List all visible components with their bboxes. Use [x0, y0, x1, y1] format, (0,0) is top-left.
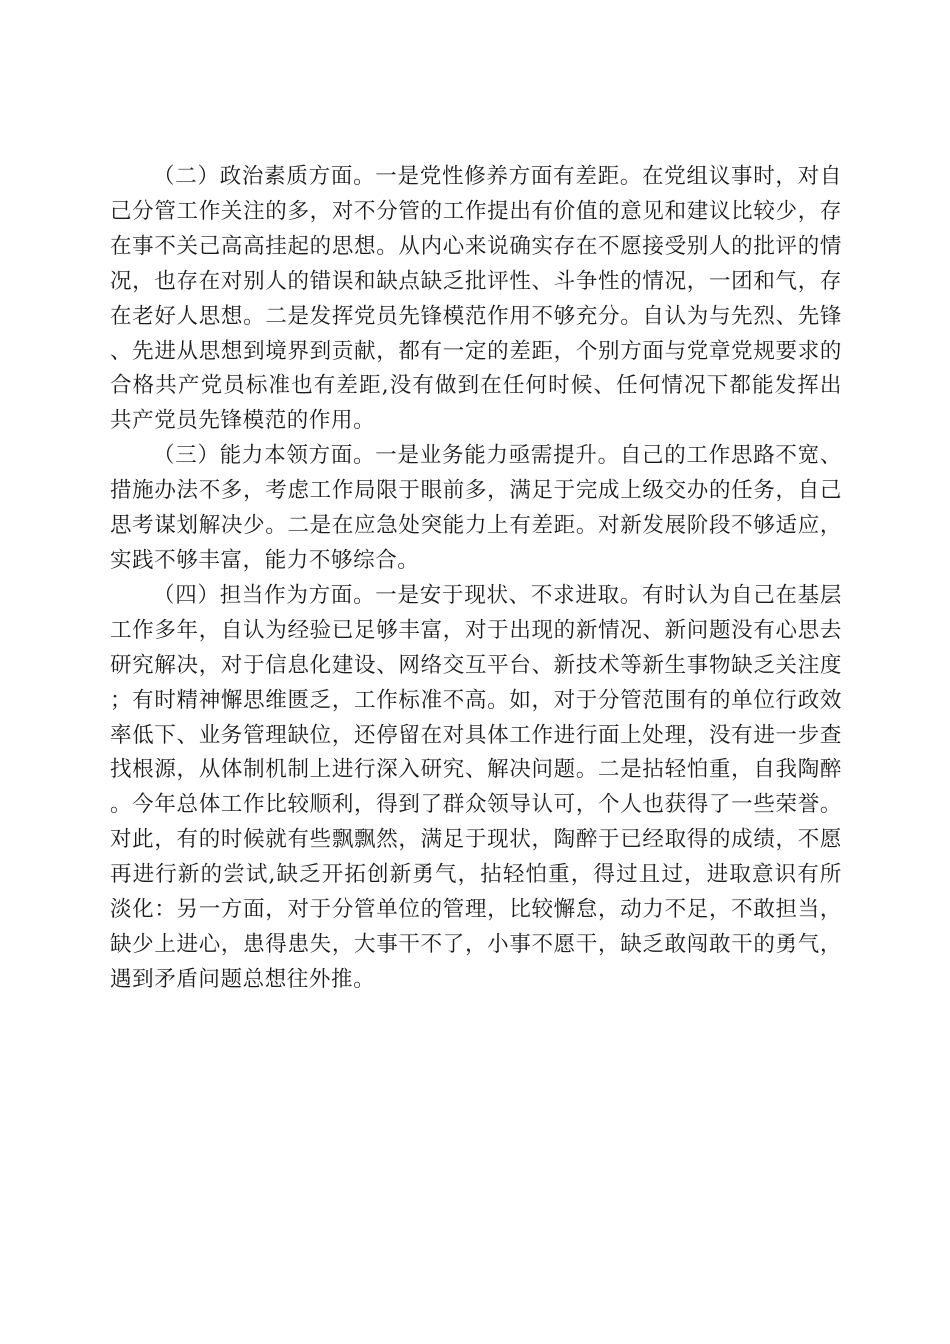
document-body	[110, 160, 842, 998]
paragraph-political-quality: （二）政治素质方面。一是党性修养方面有差距。在党组议事时，对自己分管工作关注的多，对不分管的工作提出有价值的意见和建议比较少，存在事不关己高高挂起的思想。从内心来说确实存在不愿接受别人的批评的情况，也存在对别人的错误和缺点缺乏批评性、斗争性的情况，一团和气，存在老好人思想。二是发挥党员先锋模范作用不够充分。自认为与先烈、先锋、先进从思想到境界到贡献，都有一定的差距，个别方面与党章党规要求的合格共产党员标准也有差距,没有做到在任何时候、任何情况下都能发挥出共产党员先锋模范的作用。	[110, 164, 842, 434]
paragraph-ability: （三）能力本领方面。一是业务能力亟需提升。自己的工作思路不宽、措施办法不多，考虑工作局限于眼前多，满足于完成上级交办的任务，自己思考谋划解决少。二是在应急处突能力上有差距。对新发展阶段不够适应，实践不够丰富，能力不够综合。	[110, 443, 842, 573]
paragraph-responsibility: （四）担当作为方面。一是安于现状、不求进取。有时认为自己在基层工作多年，自认为经验已足够丰富，对于出现的新情况、新问题没有心思去研究解决，对于信息化建设、网络交互平台、新技术等新生事物缺乏关注度；有时精神懈思维匮乏，工作标准不高。如，对于分管范围有的单位行政效率低下、业务管理缺位，还停留在对具体工作进行面上处理，没有进一步查找根源，从体制机制上进行深入研究、解决问题。二是拈轻怕重，自我陶醉。今年总体工作比较顺利，得到了群众领导认可，个人也获得了一些荣誉。对此，有的时候就有些飘飘然，满足于现状，陶醉于已经取得的成绩，不愿再进行新的尝试,缺乏开拓创新勇气，拈轻怕重，得过且过，进取意识有所淡化：另一方面，对于分管单位的管理，比较懈怠，动力不足，不敢担当，缺少上进心，患得患失，大事干不了，小事不愿干，缺乏敢闯敢干的勇气，遇到矛盾问题总想往外推。	[110, 582, 842, 992]
